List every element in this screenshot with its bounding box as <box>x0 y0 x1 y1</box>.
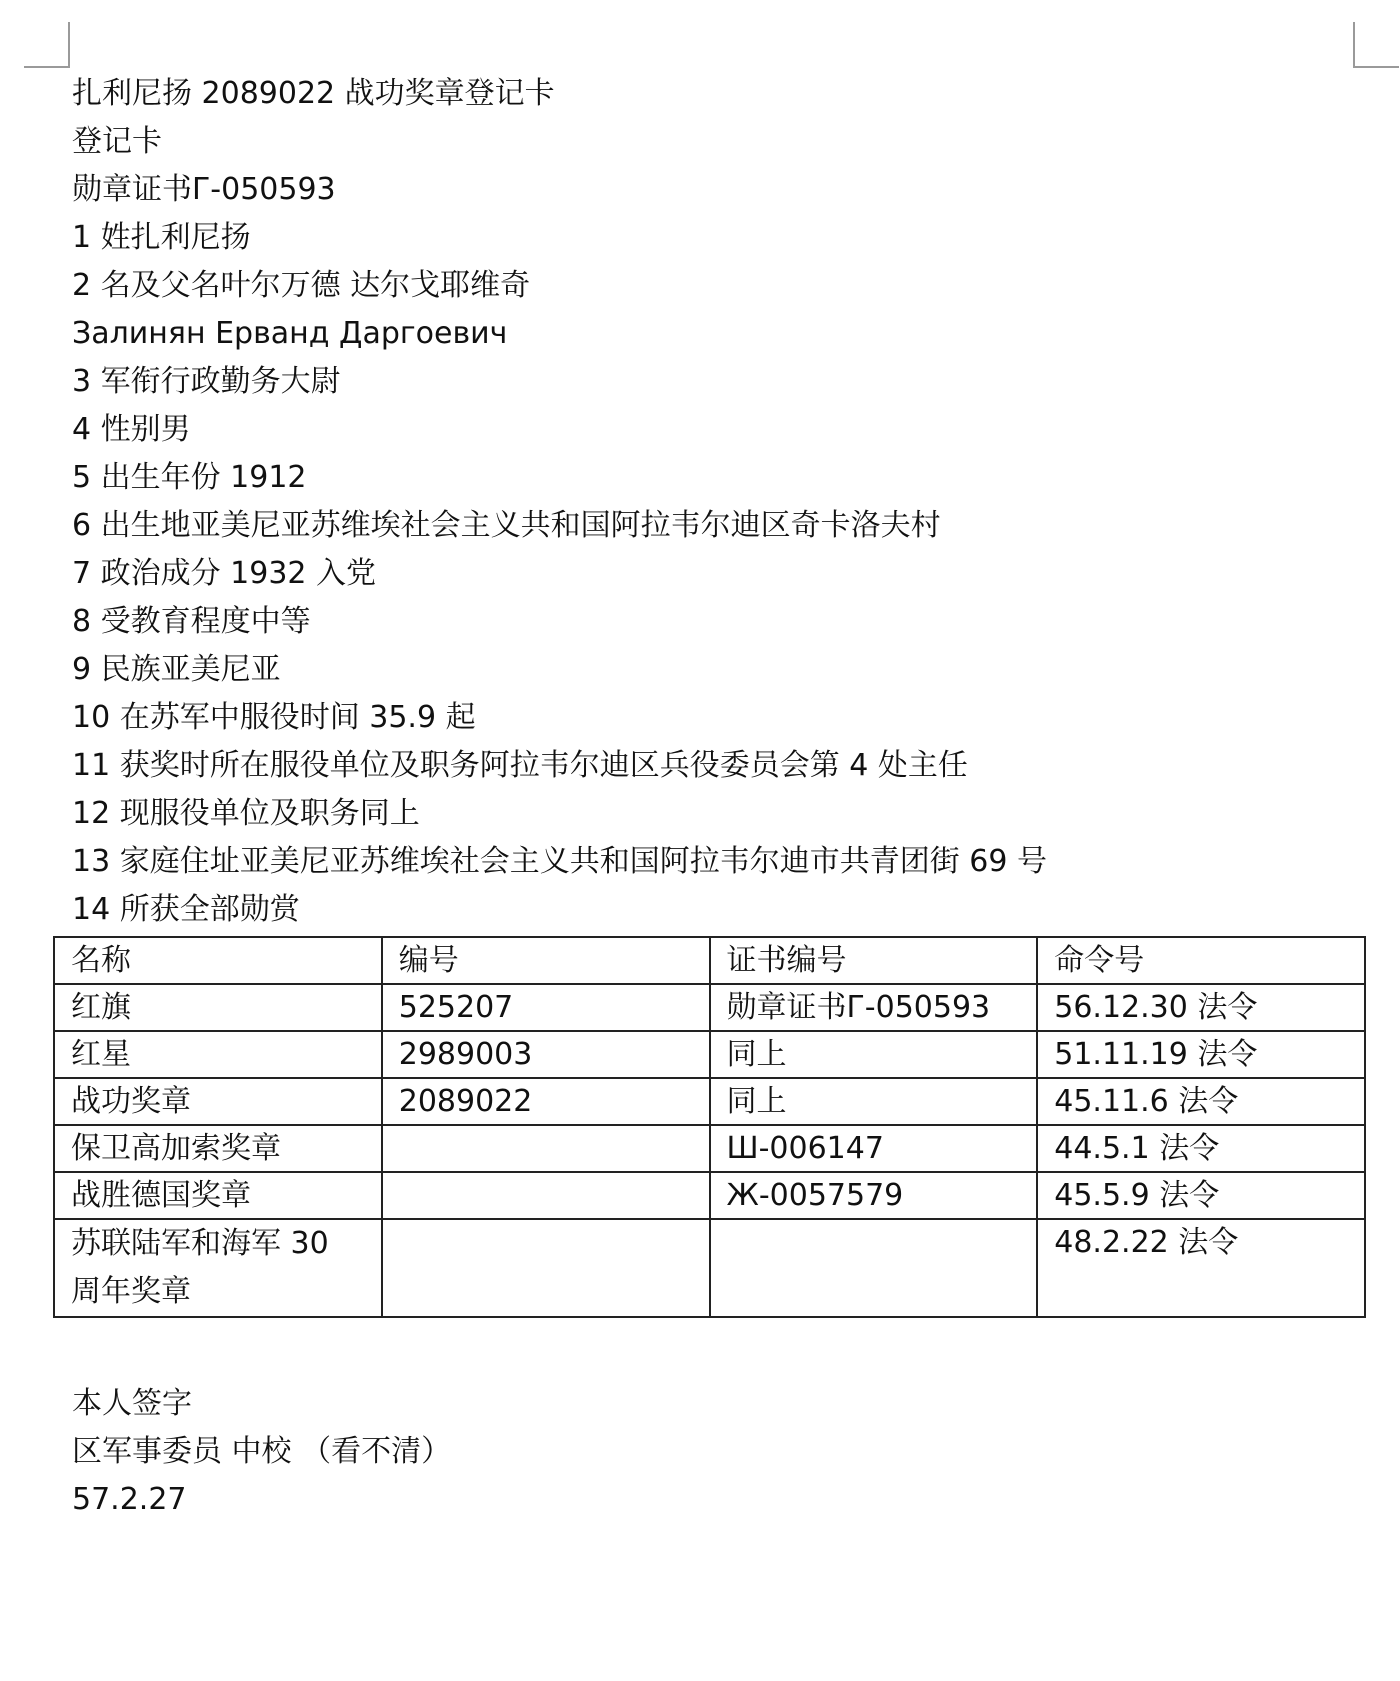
table-row <box>54 1125 1365 1172</box>
award-order: 44.5.1 法令 <box>1037 1125 1365 1172</box>
column-header-order: 命令号 <box>1037 937 1365 984</box>
award-number <box>382 1172 710 1219</box>
award-number: 2989003 <box>382 1031 710 1078</box>
award-order: 45.11.6 法令 <box>1037 1078 1365 1125</box>
award-certificate: 勋章证书Г-050593 <box>710 984 1038 1031</box>
field-name-patronymic: 2 名及父名叶尔万德 达尔戈耶维奇 <box>72 268 531 303</box>
award-certificate: 同上 <box>710 1031 1038 1078</box>
table-row <box>54 1078 1365 1125</box>
signature-date: 57.2.27 <box>72 1482 187 1517</box>
field-education: 8 受教育程度中等 <box>72 604 311 639</box>
award-number <box>382 1125 710 1172</box>
field-ethnicity: 9 民族亚美尼亚 <box>72 652 281 687</box>
signature-block <box>72 1380 1072 1524</box>
award-name: 保卫高加索奖章 <box>54 1125 382 1172</box>
award-order: 45.5.9 法令 <box>1037 1172 1365 1219</box>
award-number: 2089022 <box>382 1078 710 1125</box>
field-rank: 3 军衔行政勤务大尉 <box>72 364 341 399</box>
column-header-certificate: 证书编号 <box>710 937 1038 984</box>
award-name: 战功奖章 <box>54 1078 382 1125</box>
table-header-row <box>54 937 1365 984</box>
page-corner-mark-top-right <box>1353 22 1399 68</box>
award-name: 红旗 <box>54 984 382 1031</box>
table-row <box>54 1219 1365 1317</box>
field-name-russian: Залинян Ерванд Даргоевич <box>72 316 508 351</box>
signature-label: 本人签字 <box>72 1386 192 1421</box>
field-party: 7 政治成分 1932 入党 <box>72 556 377 591</box>
certificate-number: 勋章证书Г-050593 <box>72 172 336 207</box>
award-name: 战胜德国奖章 <box>54 1172 382 1219</box>
document-title: 扎利尼扬 2089022 战功奖章登记卡 <box>72 76 555 111</box>
field-service-start: 10 在苏军中服役时间 35.9 起 <box>72 700 476 735</box>
award-order: 56.12.30 法令 <box>1037 984 1365 1031</box>
award-order: 51.11.19 法令 <box>1037 1031 1365 1078</box>
table-row <box>54 1172 1365 1219</box>
field-birthplace: 6 出生地亚美尼亚苏维埃社会主义共和国阿拉韦尔迪区奇卡洛夫村 <box>72 508 941 543</box>
award-certificate: 同上 <box>710 1078 1038 1125</box>
column-header-number: 编号 <box>382 937 710 984</box>
officer-line: 区军事委员 中校 （看不清） <box>72 1434 452 1469</box>
award-number: 525207 <box>382 984 710 1031</box>
page-corner-mark-top-left <box>24 22 70 68</box>
award-name: 苏联陆军和海军 30 周年奖章 <box>54 1219 382 1317</box>
column-header-name: 名称 <box>54 937 382 984</box>
table-row <box>54 1031 1365 1078</box>
field-gender: 4 性别男 <box>72 412 191 447</box>
field-unit-at-award: 11 获奖时所在服役单位及职务阿拉韦尔迪区兵役委员会第 4 处主任 <box>72 748 968 783</box>
registration-card-text <box>72 70 1372 934</box>
document-subtitle: 登记卡 <box>72 124 162 159</box>
field-current-unit: 12 现服役单位及职务同上 <box>72 796 420 831</box>
award-certificate <box>710 1219 1038 1317</box>
field-birth-year: 5 出生年份 1912 <box>72 460 307 495</box>
awards-table <box>53 936 1366 1318</box>
award-number <box>382 1219 710 1317</box>
field-address: 13 家庭住址亚美尼亚苏维埃社会主义共和国阿拉韦尔迪市共青团街 69 号 <box>72 844 1047 879</box>
award-order: 48.2.22 法令 <box>1037 1219 1365 1317</box>
field-surname: 1 姓扎利尼扬 <box>72 220 251 255</box>
table-row <box>54 984 1365 1031</box>
award-certificate: Ш-006147 <box>710 1125 1038 1172</box>
award-certificate: Ж-0057579 <box>710 1172 1038 1219</box>
field-all-awards: 14 所获全部勋赏 <box>72 892 300 927</box>
award-name: 红星 <box>54 1031 382 1078</box>
